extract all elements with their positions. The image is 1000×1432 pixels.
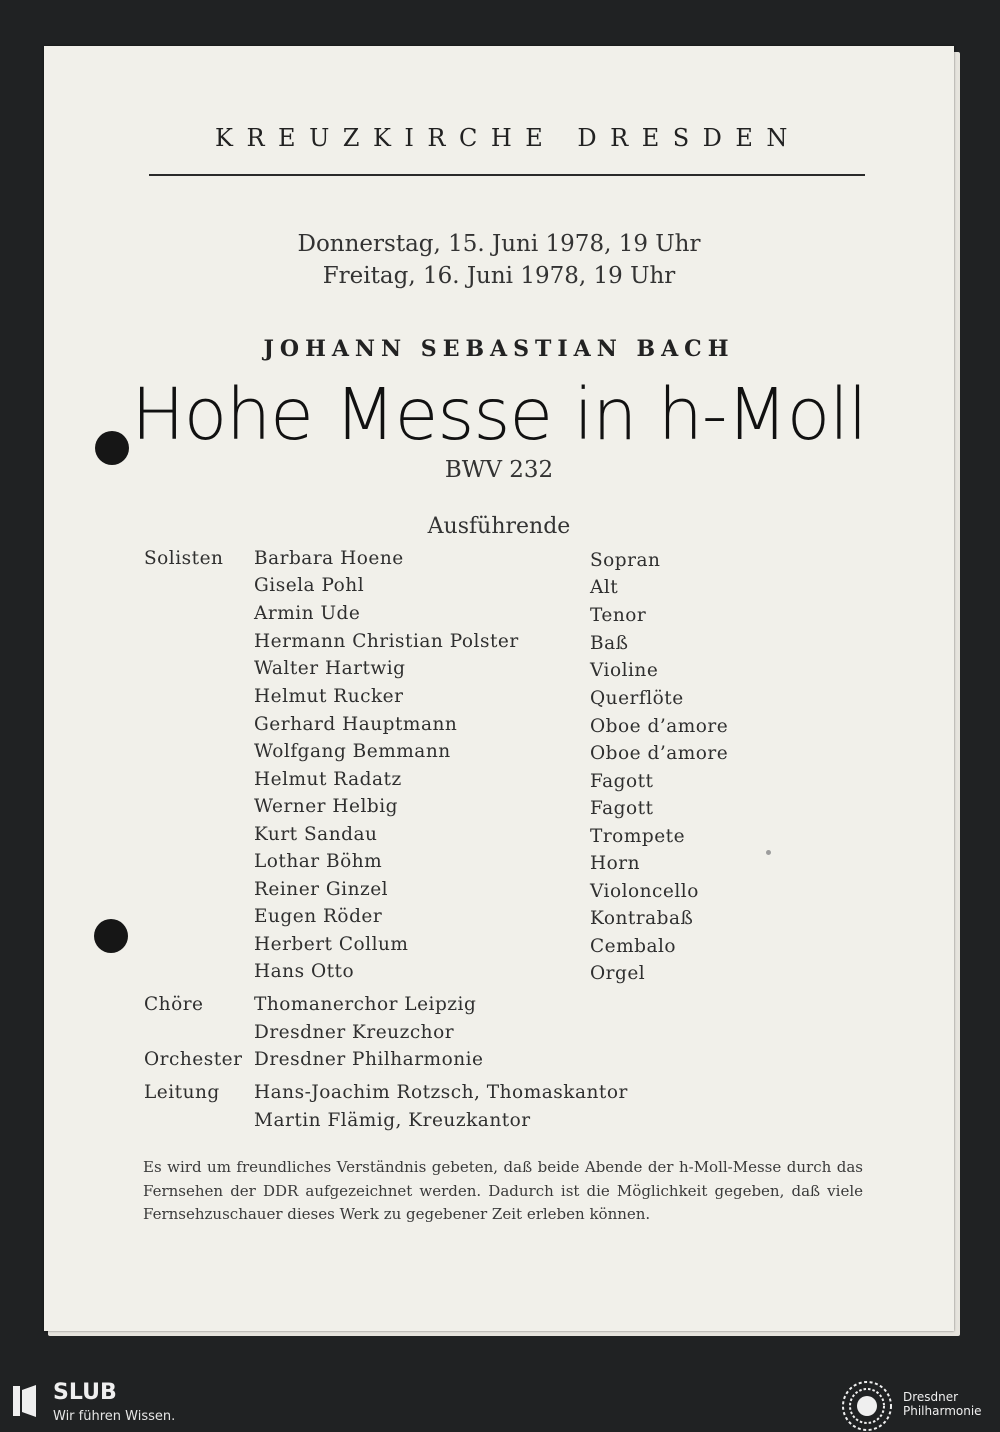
date-line-2: Freitag, 16. Juni 1978, 19 Uhr bbox=[322, 263, 676, 289]
soloist-name: Werner Helbig bbox=[254, 796, 398, 817]
soloist-role: Oboe d’amore bbox=[590, 743, 729, 764]
soloist-role: Fagott bbox=[590, 771, 654, 792]
soloist-role: Alt bbox=[590, 577, 619, 598]
orchestra-label: Orchester bbox=[144, 1049, 243, 1070]
venue-title: KREUZKIRCHE DRESDEN bbox=[215, 124, 801, 152]
soloist-role: Cembalo bbox=[590, 936, 677, 957]
soloist-name: Hans Otto bbox=[254, 961, 355, 982]
soloist-name: Walter Hartwig bbox=[254, 658, 406, 679]
soloist-name: Gisela Pohl bbox=[254, 575, 365, 596]
performers-heading: Ausführende bbox=[427, 514, 571, 539]
choir-name: Thomanerchor Leipzig bbox=[254, 994, 477, 1015]
library-tagline: Wir führen Wissen. bbox=[53, 1409, 176, 1424]
soloist-role: Orgel bbox=[590, 963, 646, 984]
soloist-name: Helmut Rucker bbox=[254, 686, 404, 707]
conductors-label: Leitung bbox=[144, 1082, 220, 1103]
soloist-name: Barbara Hoene bbox=[254, 548, 404, 569]
soloist-name: Herbert Collum bbox=[254, 934, 409, 955]
soloist-name: Armin Ude bbox=[254, 603, 361, 624]
soloist-name: Wolfgang Bemmann bbox=[254, 741, 451, 762]
philharmonie-logo-icon bbox=[841, 1380, 893, 1432]
soloist-role: Oboe d’amore bbox=[590, 716, 729, 737]
soloist-role: Violoncello bbox=[590, 881, 699, 902]
partner-name-line-2: Philharmonie bbox=[903, 1404, 982, 1418]
paper-speck bbox=[766, 850, 771, 855]
library-name: SLUB bbox=[53, 1380, 117, 1405]
broadcast-note: Es wird um freundliches Verständnis gebeten, daß beide Abende der h-Moll-Messe durch das Fernsehen der DDR aufgezeichnet werden. Dadurch ist die Möglichkeit gegeben, daß viele Fernsehzuschauer dieses Werk zu gegebener Zeit erleben können. bbox=[143, 1158, 863, 1223]
slub-logo-icon bbox=[12, 1384, 38, 1418]
conductor-name: Martin Flämig, Kreuzkantor bbox=[254, 1110, 531, 1131]
soloist-role: Tenor bbox=[590, 605, 647, 626]
work-title: Hohe Messe in h-Moll bbox=[131, 373, 867, 456]
choir-name: Dresdner Kreuzchor bbox=[254, 1022, 455, 1043]
soloist-role: Violine bbox=[590, 660, 659, 681]
soloist-role: Sopran bbox=[590, 550, 661, 571]
date-line-1: Donnerstag, 15. Juni 1978, 19 Uhr bbox=[297, 231, 701, 257]
header-rule bbox=[149, 174, 865, 176]
partner-name-line-1: Dresdner bbox=[903, 1390, 959, 1404]
catalog-number: BWV 232 bbox=[444, 457, 554, 483]
concert-dates bbox=[44, 228, 954, 292]
soloist-role: Trompete bbox=[590, 826, 686, 847]
program-page bbox=[44, 46, 954, 1331]
choirs-label: Chöre bbox=[144, 994, 204, 1015]
soloist-name: Lothar Böhm bbox=[254, 851, 383, 872]
soloist-role: Fagott bbox=[590, 798, 654, 819]
partner-name bbox=[903, 1390, 982, 1418]
soloists-label: Solisten bbox=[144, 548, 224, 569]
conductor-name: Hans-Joachim Rotzsch, Thomaskantor bbox=[254, 1082, 628, 1103]
soloist-role: Kontrabaß bbox=[590, 908, 694, 929]
soloist-name: Gerhard Hauptmann bbox=[254, 714, 458, 735]
orchestra-name: Dresdner Philharmonie bbox=[254, 1049, 484, 1070]
soloist-name: Helmut Radatz bbox=[254, 769, 402, 790]
soloist-name: Hermann Christian Polster bbox=[254, 631, 519, 652]
composer-name: JOHANN SEBASTIAN BACH bbox=[263, 336, 735, 362]
soloist-role: Querflöte bbox=[590, 688, 684, 709]
soloist-name: Eugen Röder bbox=[254, 906, 383, 927]
soloist-role: Baß bbox=[590, 633, 629, 654]
soloist-name: Kurt Sandau bbox=[254, 824, 378, 845]
soloist-name: Reiner Ginzel bbox=[254, 879, 389, 900]
soloist-role: Horn bbox=[590, 853, 641, 874]
punch-hole-bottom bbox=[94, 919, 128, 953]
